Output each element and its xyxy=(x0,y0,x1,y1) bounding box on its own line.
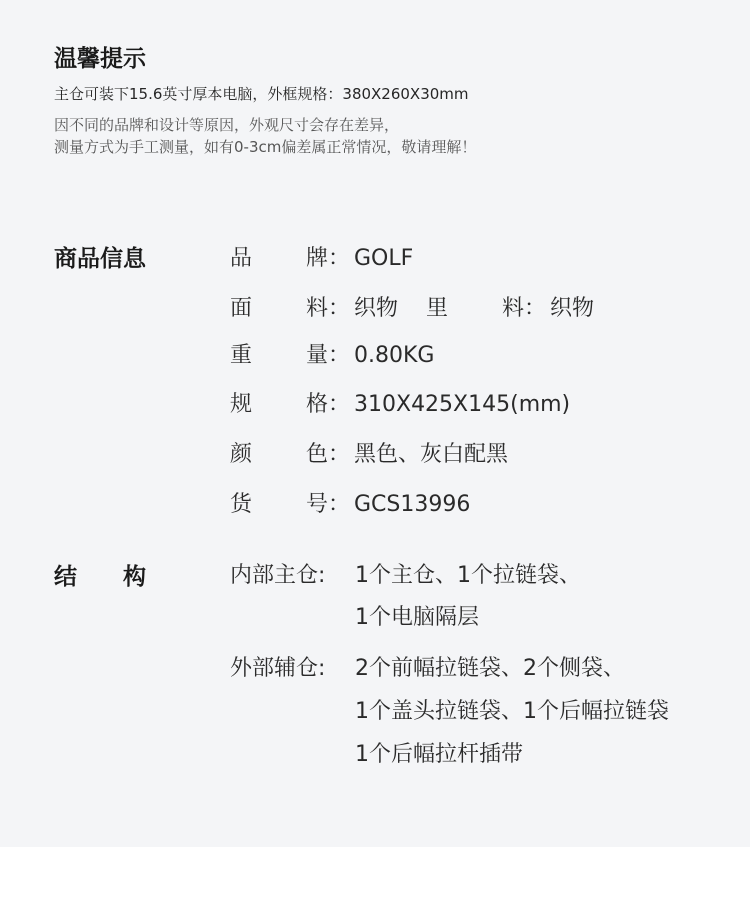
weight-row xyxy=(230,338,434,369)
brand-value: GOLF xyxy=(354,246,414,271)
product-info-label: 商品信息 xyxy=(54,246,146,272)
material-row xyxy=(230,291,594,322)
material-colon: ： xyxy=(328,296,351,321)
inner-compartment-line: 1个主仓、1个拉链袋、 xyxy=(355,563,581,588)
notice-title: 温馨提示 xyxy=(54,46,146,72)
outer-compartment-label: 外部辅仓: xyxy=(230,656,326,681)
structure-label: 结 构 xyxy=(54,564,146,590)
color-value: 黑色、灰白配黑 xyxy=(354,442,509,467)
item-no-value: GCS13996 xyxy=(354,492,471,517)
lining-colon: ： xyxy=(524,296,547,321)
inner-compartment-line: 1个电脑隔层 xyxy=(355,605,479,630)
size-row xyxy=(230,387,570,418)
notice-line-capacity: 主仓可装下15.6英寸厚本电脑，外框规格：380X260X30mm xyxy=(54,85,469,103)
outer-compartment-line: 2个前幅拉链袋、2个侧袋、 xyxy=(355,656,625,681)
inner-compartment-label: 内部主仓: xyxy=(230,563,326,588)
color-colon: ： xyxy=(328,442,351,467)
color-row xyxy=(230,437,508,468)
size-label: 规格 xyxy=(230,392,328,417)
size-colon: ： xyxy=(328,392,351,417)
weight-value: 0.80KG xyxy=(354,343,435,368)
color-label: 颜色 xyxy=(230,442,328,467)
brand-colon: ： xyxy=(328,246,351,271)
outer-compartment-line: 1个盖头拉链袋、1个后幅拉链袋 xyxy=(355,699,669,724)
brand-label: 品牌 xyxy=(230,246,328,271)
material-value: 织物 xyxy=(354,296,399,321)
item-no-colon: ： xyxy=(328,492,351,517)
item-no-label: 货号 xyxy=(230,492,328,517)
brand-row xyxy=(230,241,413,272)
lining-value: 织物 xyxy=(550,296,595,321)
notice-line-variance: 因不同的品牌和设计等原因，外观尺寸会存在差异， xyxy=(54,116,400,134)
lining-label: 里料 xyxy=(426,296,525,321)
weight-label: 重量 xyxy=(230,343,328,368)
size-value: 310X425X145(mm) xyxy=(354,392,571,417)
outer-compartment-line: 1个后幅拉杆插带 xyxy=(355,742,523,767)
notice-line-measurement: 测量方式为手工测量，如有0-3cm偏差属正常情况，敬请理解！ xyxy=(54,138,477,156)
weight-colon: ： xyxy=(328,343,351,368)
material-label: 面料 xyxy=(230,296,328,321)
item-no-row xyxy=(230,487,470,518)
